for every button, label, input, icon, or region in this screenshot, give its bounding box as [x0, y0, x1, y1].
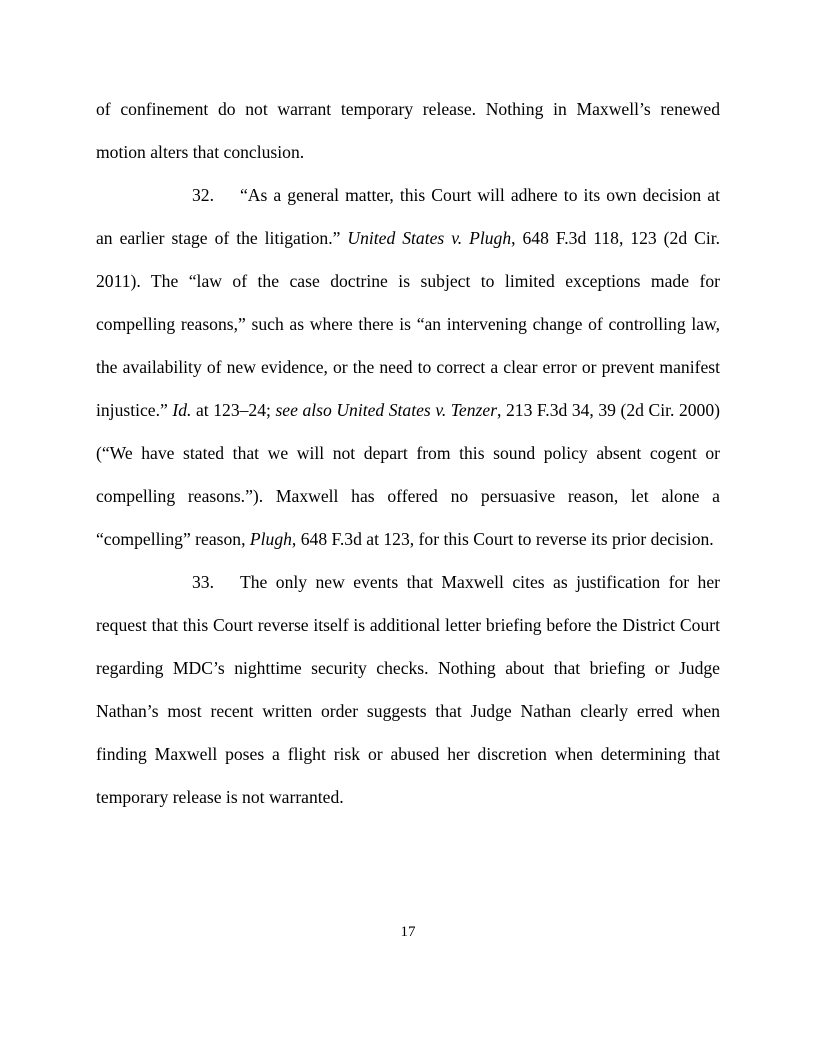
- paragraph-text: , 648 F.3d 118, 123 (2d Cir. 2011). The “law of the case doctrine is subject to limited exceptions made for compelling reasons,” such as where there is “an intervening change of controlling law, the availability of new evidence, or the need to correct a clear error or prevent manifest injustice.”: [96, 228, 721, 420]
- paragraph-text: , 213 F.3d 34, 39 (2d Cir. 2000) (“We have stated that we will not depart from this sound policy absent cogent or compelling reasons.”). Maxwell has offered no persuasive reason, let alone a “compelling” reason,: [96, 400, 721, 549]
- paragraph-text: at 123–24;: [191, 400, 276, 420]
- case-citation: United States v. Plugh: [347, 228, 512, 248]
- document-body: [96, 88, 720, 819]
- paragraph-32: [96, 174, 720, 561]
- page-number: 17: [400, 924, 416, 940]
- paragraph-text: “As a general matter, this Court will adhere to its own decision at an earlier stage of the litigation.”: [96, 185, 720, 248]
- citation-signal: Id.: [172, 400, 192, 420]
- case-citation: see also United States v. Tenzer: [275, 400, 498, 420]
- paragraph-text: , 648 F.3d at 123, for this Court to reverse its prior decision.: [291, 529, 714, 549]
- paragraph-number: 33.: [192, 572, 214, 592]
- paragraph-continuation: [96, 88, 720, 174]
- paragraph-text: of confinement do not warrant temporary release. Nothing in Maxwell’s renewed motion alters that conclusion.: [96, 99, 720, 162]
- paragraph-text: The only new events that Maxwell cites as justification for her request that this Court reverse itself is additional letter briefing before the District Court regarding MDC’s nighttime security checks. Nothing about that briefing or Judge Nathan’s most recent written order suggests that Judge Nathan clearly erred when finding Maxwell poses a flight risk or abused her discretion when determining that temporary release is not warranted.: [96, 572, 720, 807]
- paragraph-33: [96, 561, 720, 819]
- paragraph-number: 32.: [192, 185, 214, 205]
- case-citation: Plugh: [249, 529, 292, 549]
